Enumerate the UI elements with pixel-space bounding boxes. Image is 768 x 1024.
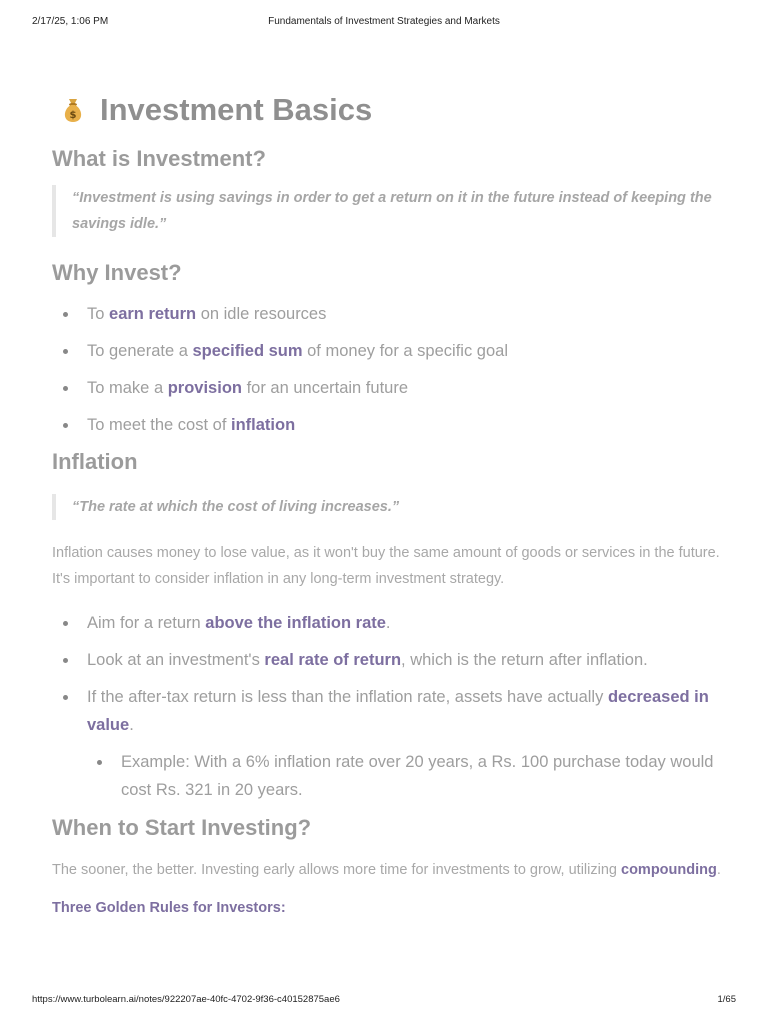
page-title [58,88,722,132]
compounding-term: compounding [621,862,717,878]
list-item: If the after-tax return is less than the inflation rate, assets have actually decreased in value. [52,683,722,739]
list-item: Look at an investment's real rate of return, which is the return after inflation. [52,646,722,674]
inflation-paragraph: Inflation causes money to lose value, as it won't buy the same amount of goods or services in the future. It's important to consider inflation in any long-term investment strategy. [52,545,720,587]
list-item: To earn return on idle resources [52,300,722,328]
print-footer [32,994,736,1008]
heading-why-invest: Why Invest? [52,260,182,285]
why-invest-list [52,300,722,439]
inflation-list [52,609,722,804]
when-paragraph: The sooner, the better. Investing early allows more time for investments to grow, utilizing compounding. [52,862,721,878]
list-item: Aim for a return above the inflation rate. [52,609,722,637]
list-item: To meet the cost of inflation [52,411,722,439]
page-number: 1/65 [717,994,736,1005]
definition-quote: “Investment is using savings in order to get a return on it in the future instead of keeping the savings idle.” [52,185,722,237]
page-url: https://www.turbolearn.ai/notes/922207ae-40fc-4702-9f36-c40152875ae6 [32,994,340,1005]
heading-when-to-start: When to Start Investing? [52,815,312,840]
print-date: 2/17/25, 1:06 PM [32,16,109,27]
list-item: To make a provision for an uncertain future [52,374,722,402]
money-bag-icon [58,95,88,125]
list-item: To generate a specified sum of money for a specific goal [52,337,722,365]
print-doc-title: Fundamentals of Investment Strategies and Markets [268,16,500,27]
sub-list-item: Example: With a 6% inflation rate over 20 years, a Rs. 100 purchase today would cost Rs. 321 in 20 years. [86,748,722,804]
page-title-text: Investment Basics [100,92,373,127]
golden-rules-heading: Three Golden Rules for Investors: [52,900,286,916]
print-header [32,16,736,30]
heading-inflation: Inflation [52,449,138,474]
inflation-quote: “The rate at which the cost of living increases.” [52,494,722,520]
svg-text:$: $ [69,110,77,121]
note-content [52,88,722,916]
heading-what-is-investment: What is Investment? [52,146,266,171]
